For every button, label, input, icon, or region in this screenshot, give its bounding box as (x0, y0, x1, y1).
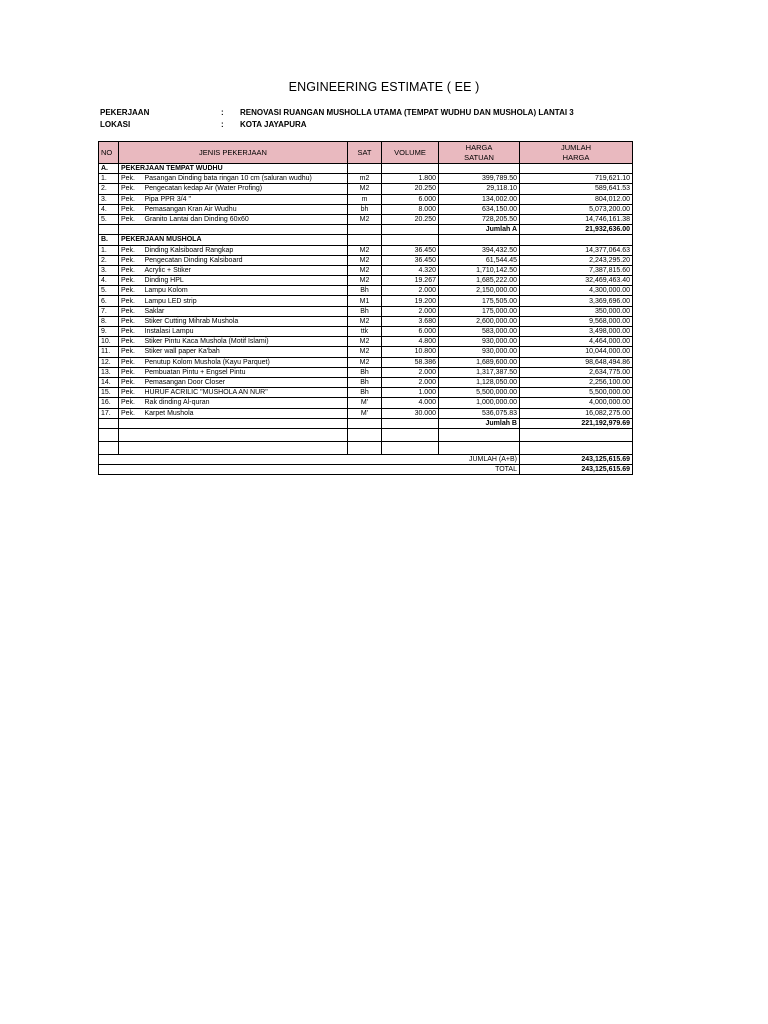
section-title: PEKERJAAN MUSHOLA (119, 235, 348, 245)
item-prefix: Pek. (119, 286, 143, 296)
item-jumlah: 589,641.53 (520, 184, 633, 194)
item-volume: 4.000 (382, 398, 439, 408)
item-sat: M2 (348, 245, 382, 255)
item-prefix: Pek. (119, 255, 143, 265)
item-prefix: Pek. (119, 357, 143, 367)
subtotal-empty-cell (99, 225, 119, 235)
document-title: ENGINEERING ESTIMATE ( EE ) (288, 80, 480, 94)
section-title: PEKERJAAN TEMPAT WUDHU (119, 164, 348, 174)
item-prefix: Pek. (119, 276, 143, 286)
item-no: 15. (99, 388, 119, 398)
total-label: TOTAL (99, 465, 520, 475)
header-harga-line2: SATUAN (464, 152, 494, 162)
table-row (99, 286, 633, 296)
item-sat: Bh (348, 377, 382, 387)
item-name: Penutup Kolom Mushola (Kayu Parquet) (143, 357, 348, 367)
item-jumlah: 804,012.00 (520, 194, 633, 204)
header-jumlah-line1: JUMLAH (560, 143, 591, 152)
item-sat: m (348, 194, 382, 204)
item-jumlah: 4,464,000.00 (520, 337, 633, 347)
item-name: Pemasangan Kran Air Wudhu (143, 204, 348, 214)
item-no: 7. (99, 306, 119, 316)
item-sat: M1 (348, 296, 382, 306)
item-prefix: Pek. (119, 337, 143, 347)
item-sat: M' (348, 398, 382, 408)
item-harga: 61,544.45 (439, 255, 520, 265)
table-row (99, 194, 633, 204)
item-harga: 1,317,387.50 (439, 367, 520, 377)
item-harga: 1,710,142.50 (439, 265, 520, 275)
item-volume: 4.320 (382, 265, 439, 275)
subtotal-empty-cell (99, 418, 119, 428)
header-jumlah-line2: HARGA (562, 152, 590, 162)
item-no: 3. (99, 265, 119, 275)
item-prefix: Pek. (119, 245, 143, 255)
item-volume: 58.386 (382, 357, 439, 367)
header-volume: VOLUME (382, 142, 439, 164)
item-prefix: Pek. (119, 296, 143, 306)
item-jumlah: 719,621.10 (520, 174, 633, 184)
header-no: NO (99, 142, 119, 164)
item-no: 2. (99, 184, 119, 194)
table-header-row (99, 142, 633, 164)
item-no: 17. (99, 408, 119, 418)
item-jumlah: 10,044,000.00 (520, 347, 633, 357)
empty-cell (439, 441, 520, 454)
table-row (99, 408, 633, 418)
item-volume: 36.450 (382, 255, 439, 265)
item-sat: M2 (348, 214, 382, 224)
header-jumlah-harga (520, 142, 633, 164)
item-harga: 634,150.00 (439, 204, 520, 214)
table-row (99, 357, 633, 367)
item-prefix: Pek. (119, 388, 143, 398)
item-jumlah: 3,498,000.00 (520, 327, 633, 337)
empty-cell (439, 428, 520, 441)
item-volume: 3.680 (382, 316, 439, 326)
item-volume: 1.000 (382, 388, 439, 398)
item-prefix: Pek. (119, 316, 143, 326)
item-volume: 1.800 (382, 174, 439, 184)
pekerjaan-value: RENOVASI RUANGAN MUSHOLLA UTAMA (TEMPAT WUDHU DAN MUSHOLA) LANTAI 3 (240, 108, 574, 117)
table-row (99, 337, 633, 347)
table-row (99, 245, 633, 255)
table-row (99, 214, 633, 224)
table-row (99, 377, 633, 387)
item-volume: 30.000 (382, 408, 439, 418)
item-sat: M' (348, 408, 382, 418)
empty-cell (348, 428, 382, 441)
table-row (99, 255, 633, 265)
item-no: 5. (99, 214, 119, 224)
empty-cell (520, 441, 633, 454)
item-volume: 2.000 (382, 306, 439, 316)
table-row (99, 265, 633, 275)
item-name: Lampu LED strip (143, 296, 348, 306)
item-harga: 394,432.50 (439, 245, 520, 255)
section-empty-cell (439, 235, 520, 245)
table-row (99, 296, 633, 306)
item-name: Dinding HPL (143, 276, 348, 286)
total-label: JUMLAH (A+B) (99, 454, 520, 464)
item-sat: Bh (348, 388, 382, 398)
item-harga: 536,075.83 (439, 408, 520, 418)
item-jumlah: 2,634,775.00 (520, 367, 633, 377)
item-harga: 2,600,000.00 (439, 316, 520, 326)
subtotal-empty-cell (348, 418, 382, 428)
item-jumlah: 2,243,295.20 (520, 255, 633, 265)
item-no: 3. (99, 194, 119, 204)
item-volume: 36.450 (382, 245, 439, 255)
item-prefix: Pek. (119, 327, 143, 337)
header-sat: SAT (348, 142, 382, 164)
item-sat: M2 (348, 337, 382, 347)
item-prefix: Pek. (119, 214, 143, 224)
lokasi-value: KOTA JAYAPURA (240, 120, 307, 129)
section-empty-cell (382, 235, 439, 245)
item-jumlah: 3,369,696.00 (520, 296, 633, 306)
item-jumlah: 14,746,161.38 (520, 214, 633, 224)
item-name: Pasangan Dinding bata ringan 10 cm (saluran wudhu) (143, 174, 348, 184)
item-name: Lampu Kolom (143, 286, 348, 296)
item-prefix: Pek. (119, 377, 143, 387)
item-jumlah: 16,082,275.00 (520, 408, 633, 418)
section-empty-cell (520, 235, 633, 245)
table-row (99, 174, 633, 184)
total-value: 243,125,615.69 (520, 465, 633, 475)
item-no: 1. (99, 245, 119, 255)
item-sat: M2 (348, 357, 382, 367)
item-sat: m2 (348, 174, 382, 184)
section-empty-cell (439, 164, 520, 174)
item-sat: M2 (348, 184, 382, 194)
item-name: Dinding Kalsiboard Rangkap (143, 245, 348, 255)
item-prefix: Pek. (119, 194, 143, 204)
section-empty-cell (382, 164, 439, 174)
item-prefix: Pek. (119, 347, 143, 357)
pekerjaan-label: PEKERJAAN (100, 108, 150, 117)
empty-cell (348, 441, 382, 454)
item-harga: 2,150,000.00 (439, 286, 520, 296)
table-row (99, 276, 633, 286)
item-name: Rak dinding Al-quran (143, 398, 348, 408)
item-name: Granito Lantai dan Dinding 60x60 (143, 214, 348, 224)
item-volume: 10.800 (382, 347, 439, 357)
item-jumlah: 4,300,000.00 (520, 286, 633, 296)
item-name: Instalasi Lampu (143, 327, 348, 337)
item-no: 1. (99, 174, 119, 184)
item-sat: Bh (348, 306, 382, 316)
item-name: Pemasangan Door Closer (143, 377, 348, 387)
empty-cell (382, 428, 439, 441)
item-sat: M2 (348, 316, 382, 326)
lokasi-separator: : (221, 120, 224, 129)
item-name: Saklar (143, 306, 348, 316)
item-no: 4. (99, 276, 119, 286)
subtotal-label: Jumlah B (439, 418, 520, 428)
subtotal-value: 221,192,979.69 (520, 418, 633, 428)
total-value: 243,125,615.69 (520, 454, 633, 464)
item-name: Stiker Pintu Kaca Mushola (Motif Islami) (143, 337, 348, 347)
item-harga: 134,002.00 (439, 194, 520, 204)
item-sat: M2 (348, 276, 382, 286)
lokasi-label: LOKASI (100, 120, 131, 129)
item-no: 10. (99, 337, 119, 347)
item-volume: 20.250 (382, 184, 439, 194)
header-harga-line1: HARGA (465, 143, 493, 152)
item-sat: Bh (348, 367, 382, 377)
item-prefix: Pek. (119, 306, 143, 316)
item-jumlah: 32,469,463.40 (520, 276, 633, 286)
empty-cell (119, 441, 348, 454)
subtotal-label: Jumlah A (439, 225, 520, 235)
empty-cell (99, 428, 119, 441)
subtotal-empty-cell (382, 225, 439, 235)
section-empty-cell (520, 164, 633, 174)
item-prefix: Pek. (119, 408, 143, 418)
section-no: A. (99, 164, 119, 174)
item-name: Pembuatan Pintu + Engsel Pintu (143, 367, 348, 377)
item-volume: 4.800 (382, 337, 439, 347)
item-sat: bh (348, 204, 382, 214)
item-name: Stiker wall paper Ka'bah (143, 347, 348, 357)
item-volume: 19.267 (382, 276, 439, 286)
item-volume: 2.000 (382, 367, 439, 377)
empty-cell (99, 441, 119, 454)
item-volume: 2.000 (382, 286, 439, 296)
item-name: Pengecatan Dinding Kalsiboard (143, 255, 348, 265)
item-sat: M2 (348, 265, 382, 275)
empty-cell (382, 441, 439, 454)
item-harga: 583,000.00 (439, 327, 520, 337)
item-harga: 1,128,050.00 (439, 377, 520, 387)
section-no: B. (99, 235, 119, 245)
item-prefix: Pek. (119, 367, 143, 377)
item-jumlah: 9,568,000.00 (520, 316, 633, 326)
item-prefix: Pek. (119, 398, 143, 408)
item-no: 13. (99, 367, 119, 377)
item-no: 6. (99, 296, 119, 306)
table-row (99, 316, 633, 326)
table-row (99, 367, 633, 377)
item-jumlah: 14,377,064.63 (520, 245, 633, 255)
empty-row (99, 441, 633, 454)
item-no: 16. (99, 398, 119, 408)
total-row (99, 454, 633, 464)
item-jumlah: 350,000.00 (520, 306, 633, 316)
item-volume: 19.200 (382, 296, 439, 306)
item-harga: 5,500,000.00 (439, 388, 520, 398)
subtotal-empty-cell (119, 225, 348, 235)
table-body (99, 164, 633, 475)
total-row (99, 465, 633, 475)
item-no: 8. (99, 316, 119, 326)
table-row (99, 204, 633, 214)
header-harga-satuan (439, 142, 520, 164)
item-volume: 6.000 (382, 327, 439, 337)
pekerjaan-separator: : (221, 108, 224, 117)
item-harga: 1,689,600.00 (439, 357, 520, 367)
section-empty-cell (348, 164, 382, 174)
item-no: 9. (99, 327, 119, 337)
item-jumlah: 5,500,000.00 (520, 388, 633, 398)
item-prefix: Pek. (119, 174, 143, 184)
item-name: Pengecatan kedap Air (Water Profing) (143, 184, 348, 194)
item-sat: M2 (348, 347, 382, 357)
item-harga: 1,000,000.00 (439, 398, 520, 408)
item-sat: M2 (348, 255, 382, 265)
item-sat: ttk (348, 327, 382, 337)
header-jenis-pekerjaan: JENIS PEKERJAAN (119, 142, 348, 164)
table-row (99, 347, 633, 357)
item-harga: 728,205.50 (439, 214, 520, 224)
subtotal-value: 21,932,636.00 (520, 225, 633, 235)
item-no: 12. (99, 357, 119, 367)
item-harga: 1,685,222.00 (439, 276, 520, 286)
item-jumlah: 2,256,100.00 (520, 377, 633, 387)
subtotal-empty-cell (382, 418, 439, 428)
subtotal-empty-cell (348, 225, 382, 235)
item-no: 4. (99, 204, 119, 214)
empty-cell (520, 428, 633, 441)
empty-row (99, 428, 633, 441)
item-harga: 930,000.00 (439, 337, 520, 347)
item-harga: 29,118.10 (439, 184, 520, 194)
table-row (99, 306, 633, 316)
table-row (99, 327, 633, 337)
table-row (99, 184, 633, 194)
item-no: 14. (99, 377, 119, 387)
table-row (99, 398, 633, 408)
item-no: 11. (99, 347, 119, 357)
estimate-table (98, 141, 633, 475)
subtotal-row (99, 225, 633, 235)
item-jumlah: 5,073,200.00 (520, 204, 633, 214)
item-no: 5. (99, 286, 119, 296)
item-prefix: Pek. (119, 184, 143, 194)
empty-cell (119, 428, 348, 441)
section-empty-cell (348, 235, 382, 245)
section-header-row (99, 164, 633, 174)
item-harga: 930,000.00 (439, 347, 520, 357)
item-jumlah: 98,648,494.86 (520, 357, 633, 367)
item-harga: 175,505.00 (439, 296, 520, 306)
item-jumlah: 7,387,815.60 (520, 265, 633, 275)
item-volume: 6.000 (382, 194, 439, 204)
item-no: 2. (99, 255, 119, 265)
item-name: HURUF ACRILIC "MUSHOLA AN NUR" (143, 388, 348, 398)
item-name: Pipa PPR 3/4 " (143, 194, 348, 204)
item-volume: 20.250 (382, 214, 439, 224)
subtotal-row (99, 418, 633, 428)
item-harga: 399,789.50 (439, 174, 520, 184)
item-sat: Bh (348, 286, 382, 296)
item-prefix: Pek. (119, 204, 143, 214)
section-header-row (99, 235, 633, 245)
subtotal-empty-cell (119, 418, 348, 428)
item-name: Acrylic + Stiker (143, 265, 348, 275)
item-name: Karpet Mushola (143, 408, 348, 418)
table-row (99, 388, 633, 398)
item-jumlah: 4,000,000.00 (520, 398, 633, 408)
item-prefix: Pek. (119, 265, 143, 275)
item-harga: 175,000.00 (439, 306, 520, 316)
item-name: Stiker Cutting Mihrab Mushola (143, 316, 348, 326)
item-volume: 8.000 (382, 204, 439, 214)
item-volume: 2.000 (382, 377, 439, 387)
